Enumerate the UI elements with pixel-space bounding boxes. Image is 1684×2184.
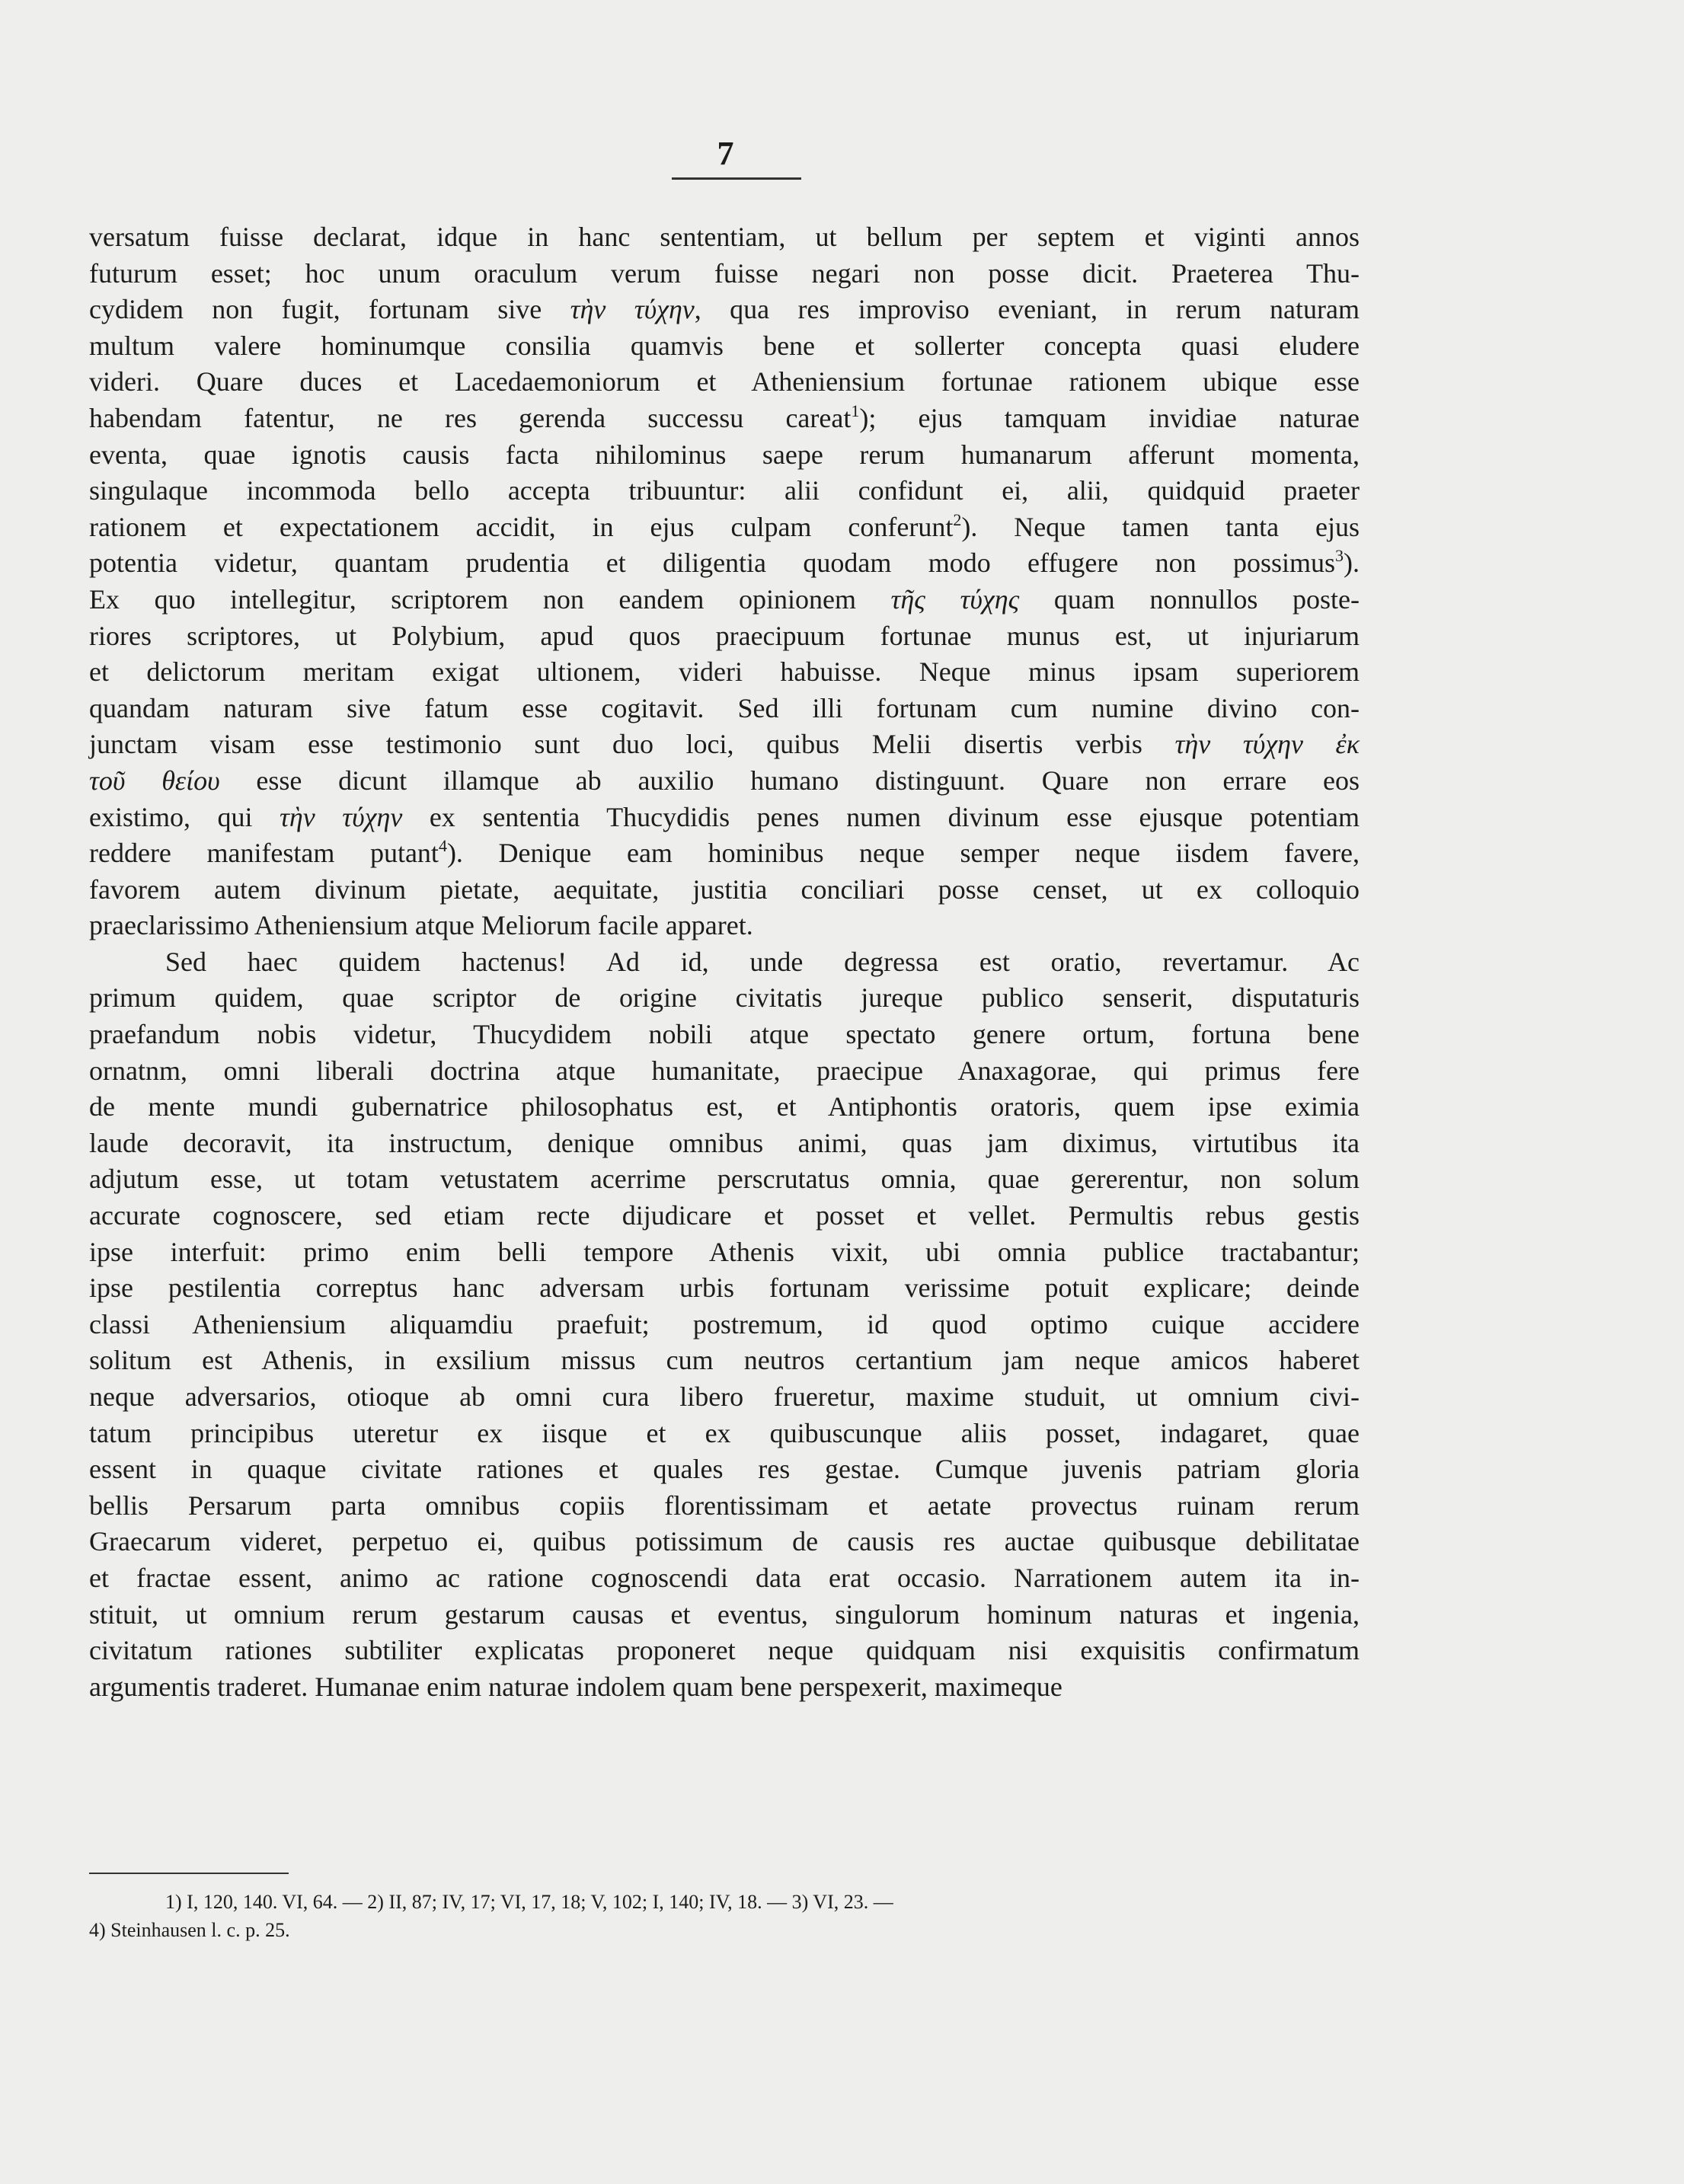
text-line: ipse pestilentia correptus hanc adversam urbis fortunam verissime potuit explicare; deinde [89,1272,1360,1304]
text-line: potentia videtur, quantam prudentia et diligentia quodam modo effugere non possimus$^3$). [89,546,1360,579]
text-line: laude decoravit, ita instructum, denique omnibus animi, quas jam diximus, virtutibus ita [89,1127,1360,1158]
text-line: accurate cognoscere, sed etiam recte dijudicare et posset et vellet. Permultis rebus gestis [89,1200,1360,1231]
text-line: futurum esset; hoc unum oraculum verum fuisse negari non posse dicit. Praeterea Thu- [89,257,1360,289]
text-line: multum valere hominumque consilia quamvis bene et sollerter concepta quasi eludere [89,330,1360,361]
text-line: singulaque incommoda bello accepta tribuuntur: alii confidunt ei, alii, quidquid praeter [89,475,1360,506]
text-line: praeclarissimo Atheniensium atque Meliorum facile apparet. [89,910,753,941]
text-line: Ex quo intellegitur, scriptorem non eandem opinionem τῆς τύχης quam nonnullos poste- [89,583,1360,615]
text-line: versatum fuisse declarat, idque in hanc sententiam, ut bellum per septem et viginti annos [89,222,1360,252]
text-line: neque adversarios, otioque ab omni cura libero frueretur, maxime studuit, ut omnium civi- [89,1381,1360,1412]
text-line: civitatum rationes subtiliter explicatas proponeret neque quidquam nisi exquisitis confirmatum [89,1635,1360,1666]
text-line: bellis Persarum parta omnibus copiis florentissimam et aetate provectus ruinam rerum [89,1490,1360,1521]
footnote-marker: 2 [953,509,962,529]
greek-phrase: τὴν τύχην ἐκ [1174,729,1360,760]
greek-phrase: τοῦ θείου [89,765,220,796]
text-line: et delictorum meritam exigat ultionem, videri habuisse. Neque minus ipsam superiorem [89,656,1360,688]
text-line: praefandum nobis videtur, Thucydidem nobili atque spectato genere ortum, fortuna bene [89,1019,1360,1050]
header-rule [672,177,801,180]
text-line: junctam visam esse testimonio sunt duo loci, quibus Melii disertis verbis τὴν τύχην ἐκ [89,729,1360,760]
text-line: riores scriptores, ut Polybium, apud quos praecipuum fortunae munus est, ut injuriarum [89,620,1360,651]
text-line: eventa, quae ignotis causis facta nihilominus saepe rerum humanarum afferunt momenta, [89,439,1360,470]
text-line: stituit, ut omnium rerum gestarum causas et eventus, singulorum hominum naturas et ingenia, [89,1598,1360,1630]
footnote-line: 1) I, 120, 140. VI, 64. — 2) II, 87; IV, 17; VI, 17, 18; V, 102; I, 140; IV, 18. — 3) VI, 23. — [165,1891,893,1913]
text-line: rationem et expectationem accidit, in ejus culpam conferunt$^2$). Neque tamen tanta ejus [89,509,1360,542]
text-line: solitum est Athenis, in exsilium missus cum neutros certantium jam neque amicos haberet [89,1345,1360,1376]
page-number: 7 [717,135,734,172]
footnote-marker: 1 [851,401,860,420]
greek-phrase: τὴν τύχην [280,801,403,832]
footnote-marker: 3 [1335,546,1344,566]
footnote-marker: 4 [438,836,447,856]
greek-phrase: τὴν τύχην [570,294,695,325]
text-line: ornatnm, omni liberali doctrina atque humanitate, praecipue Anaxagorae, qui primus fere [89,1055,1360,1086]
text-line: de mente mundi gubernatrice philosophatus est, et Antiphontis oratoris, quem ipse eximia [89,1091,1360,1122]
footnote-rule [89,1873,289,1874]
footnote-line: 4) Steinhausen l. c. p. 25. [89,1919,290,1941]
text-line: primum quidem, quae scriptor de origine civitatis jureque publico senserit, disputaturis [89,982,1360,1014]
text-line: reddere manifestam putant$^4$). Denique eam hominibus neque semper neque iisdem favere, [89,836,1360,869]
text-line: classi Atheniensium aliquamdiu praefuit; postremum, id quod optimo cuique accidere [89,1308,1360,1339]
text-line: favorem autem divinum pietate, aequitate, justitia conciliari posse censet, ut ex colloquio [89,873,1360,905]
text-line: τοῦ θείου esse dicunt illamque ab auxilio humano distinguunt. Quare non errare eos [89,765,1360,796]
text-line: essent in quaque civitate rationes et quales res gestae. Cumque juvenis patriam gloria [89,1454,1360,1485]
text-line: existimo, qui τὴν τύχην ex sententia Thucydidis penes numen divinum esse ejusque potentiam [89,801,1360,832]
text-line: quandam naturam sive fatum esse cogitavit. Sed illi fortunam cum numine divino con- [89,692,1360,723]
main-text [89,219,1360,1705]
greek-phrase: τῆς τύχης [890,583,1020,615]
text-line: habendam fatentur, ne res gerenda successu careat$^1$); ejus tamquam invidiae naturae [89,401,1360,433]
footnotes [89,1888,1360,1944]
text-line: tatum principibus uteretur ex iisque et ex quibuscunque aliis posset, indagaret, quae [89,1417,1360,1448]
text-line: adjutum esse, ut totam vetustatem acerrime perscrutatus omnia, quae gererentur, non solum [89,1164,1360,1195]
text-line: videri. Quare duces et Lacedaemoniorum et Atheniensium fortunae rationem ubique esse [89,366,1360,398]
text-line: cydidem non fugit, fortunam sive τὴν τύχην, qua res improviso eveniant, in rerum naturam [89,294,1360,325]
text-line: argumentis traderet. Humanae enim naturae indolem quam bene perspexerit, maximeque [89,1671,1062,1702]
text-line: Graecarum videret, perpetuo ei, quibus potissimum de causis res auctae quibusque debilitatae [89,1526,1360,1557]
text-line: et fractae essent, animo ac ratione cognoscendi data erat occasio. Narrationem autem ita in- [89,1562,1360,1593]
text-line: Sed haec quidem hactenus! Ad id, unde degressa est oratio, revertamur. Ac [165,946,1360,977]
text-line: ipse interfuit: primo enim belli tempore Athenis vixit, ubi omnia publice tractabantur; [89,1236,1360,1267]
